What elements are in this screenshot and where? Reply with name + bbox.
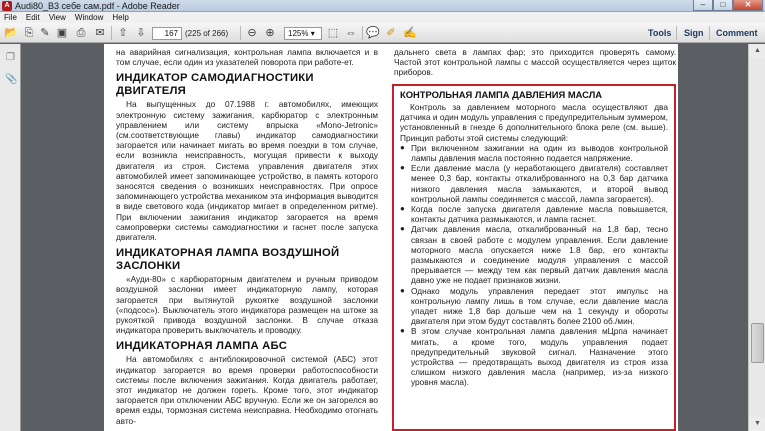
paragraph: На автомобилях с антиблокировочной системой (АБС) этот индикатор загорается во время проверки работоспособности системы после включения зажигания. Когда двигатель работает, этот индикатор не должен гореть. Кроме того, этот индикатор загорается при отключении АБС вручную. Если же он загорелся во время езды, тормозная система неисправна. Необходимо отогнать авто- xyxy=(116,354,378,426)
tools-pane-button[interactable]: Tools xyxy=(648,28,672,38)
menu-bar xyxy=(0,12,765,23)
zoom-in-icon[interactable]: ⊕ xyxy=(265,27,275,39)
adobe-reader-icon: A xyxy=(2,1,12,11)
paragraph: «Ауди-80» с карбюраторным двигателем и ручным приводом воздушной заслонки имеет индикаторную лампу, которая загорается при вытянутой рукоятке воздушной заслонки («подсос»). Выключатель этого индикатора размещен на штоке за рукояткой привода воздушной заслонки. В случае отказа индикатора проверить выключатель и проводку. xyxy=(116,274,378,336)
comment-bubble-icon[interactable]: 💬 xyxy=(366,27,380,39)
page-number-input[interactable]: 167 xyxy=(152,27,182,40)
attachment-icon[interactable]: 📎 xyxy=(5,74,18,85)
title-bar xyxy=(0,0,765,12)
section-heading: КОНТРОЛЬНАЯ ЛАМПА ДАВЛЕНИЯ МАСЛА xyxy=(400,89,603,100)
navigation-pane xyxy=(0,44,21,431)
bullet-list xyxy=(400,143,668,388)
toolbar-separator xyxy=(676,26,677,40)
list-item: ● Если давление масла (у неработающего двигателя) составляет менее 0,3 бар, контакты откалиброванного на 0,3 бар датчика низкого давления масла замыкаются, и второй вывод контрольной лампы соединяется с массой, лампа загорается). xyxy=(400,163,668,204)
right-column-top xyxy=(394,47,676,78)
email-icon[interactable]: ✉ xyxy=(95,27,105,39)
window-title: Audi80_B3 себе сам.pdf - Adobe Reader xyxy=(15,1,180,11)
page-count: (225 of 266) xyxy=(185,29,229,38)
paragraph: На выпущенных до 07.1988 г. автомобилях, имеющих электронную систему зажигания, карбюратор с электронным управлением или систему впрыска «Mono-Jetronic» (см.соответствующие главы) индикатор самодиагностики загорается или начинает мигать во время поездки в том случае, если возникла неисправность, могущая привести к выходу двигателя из строя. Система управления двигателя этих автомобилей имеет запоминающее устройство, в память которого заносятся сведения о возникших неисправностях. При опросе запоминающего устройства механиком эта информация выводится в виде светового кода (индикатор мигает в определенном ритме). При включении зажигания индикатор загорается на время самопроверки системы самодиагностики и гаснет после запуска двигателя. xyxy=(116,99,378,243)
scroll-thumb[interactable] xyxy=(751,323,764,363)
menu-window[interactable]: Window xyxy=(74,13,104,22)
open-file-icon[interactable]: 📂 xyxy=(4,27,18,39)
section-heading: ИНДИКАТОРНАЯ ЛАМПА АБС xyxy=(116,340,288,353)
menu-view[interactable]: View xyxy=(48,13,66,22)
fit-width-icon[interactable]: ⇔ xyxy=(345,27,357,39)
close-button[interactable]: ✕ xyxy=(733,0,763,11)
pages-icon[interactable]: ❐ xyxy=(6,52,15,63)
menu-edit[interactable]: Edit xyxy=(25,13,40,22)
toolbar-separator xyxy=(709,26,710,40)
paragraph: на аварийная сигнализация, контрольная лампа включается и в том случае, если один из указателей поворота при работе-ет. xyxy=(116,47,378,68)
sign-pane-button[interactable]: Sign xyxy=(684,28,704,38)
toolbar xyxy=(0,23,765,43)
save-icon[interactable]: ▣ xyxy=(56,27,68,39)
list-item: ● Датчик давления масла, откалиброванный на 1,8 бар, тесно связан в своей работе с модулем управления. Если давление моторного масла опускается ниже 1.8 бар, его контакты размыкаются и соединение модуля управления с массой прерывается — между тем как первый датчик давления масла давно уже не подает признаков жизни. xyxy=(400,224,668,285)
fill-sign-icon[interactable]: ✍ xyxy=(403,27,417,39)
zoom-value: 125% xyxy=(288,29,309,38)
section-heading: ИНДИКАТОРНАЯ ЛАМПА ВОЗДУШНОЙ ЗАСЛОНКИ xyxy=(116,247,340,273)
next-page-icon[interactable]: ⇩ xyxy=(136,27,146,39)
highlighted-section xyxy=(392,84,676,431)
highlight-icon[interactable]: ✐ xyxy=(386,27,396,39)
left-column xyxy=(116,47,378,426)
comment-pane-button[interactable]: Comment xyxy=(716,28,758,38)
list-item: ● В этом случае контрольная лампа давления мЦрпа начинает мигать, а кроме того, модуль управления подает предупредительный звуковой сигнал. Назначение этого устройства — предотвращать выход двигателя из строя изза слишком низкого давления масла (например, из-за низкого уровня масла). xyxy=(400,326,668,387)
paragraph: Контроль за давлением моторного масла осуществляют два датчика и один модуль управления с предупредительным зуммером, установленный в гнезде 6 дополнительного блока реле (см. выше). Принцип работы этой системы следующий: xyxy=(400,102,668,143)
list-item: ● При включенном зажигании на один из выводов контрольной лампы давления масла постоянно подается напряжение. xyxy=(400,143,668,163)
vertical-scrollbar[interactable] xyxy=(748,44,765,431)
create-pdf-icon[interactable]: ⎘ xyxy=(24,27,34,39)
zoom-out-icon[interactable]: ⊖ xyxy=(247,27,257,39)
toolbar-separator xyxy=(111,26,112,40)
section-heading: ИНДИКАТОР САМОДИАГНОСТИКИ ДВИГАТЕЛЯ xyxy=(116,72,314,98)
list-item: ● Однако модуль управления передает этот импульс на контрольную лампу лишь в том случае, если давление масла упадет ниже 1,8 бар дольше чем на 1 секунду и обороты двигателя при этом будут составлять более 2100 об./мин. xyxy=(400,286,668,327)
toolbar-separator xyxy=(362,26,363,40)
chevron-down-icon: ▾ xyxy=(310,29,315,38)
previous-page-icon[interactable]: ⇧ xyxy=(118,27,128,39)
list-item: ● Когда после запуска двигателя давление масла повышается, контакты датчика размыкаются, и лампа гаснет. xyxy=(400,204,668,224)
fit-page-icon[interactable]: ⬚ xyxy=(327,27,339,39)
zoom-select[interactable] xyxy=(284,27,322,40)
maximize-button[interactable]: □ xyxy=(713,0,733,11)
toolbar-separator xyxy=(240,26,241,40)
paragraph: дальнего света в лампах фар; это приходится проверять самому. Частой этот контрольной лампы с массой осуществляется через щиток приборов. xyxy=(394,47,676,78)
scroll-up-icon[interactable]: ▲ xyxy=(749,44,765,58)
window-controls xyxy=(693,0,763,11)
pdf-page xyxy=(104,44,678,431)
minimize-button[interactable]: – xyxy=(693,0,713,11)
edit-icon[interactable]: ✎ xyxy=(40,27,50,39)
scroll-down-icon[interactable]: ▼ xyxy=(749,417,765,431)
menu-help[interactable]: Help xyxy=(112,13,129,22)
menu-file[interactable]: File xyxy=(4,13,17,22)
document-viewport[interactable] xyxy=(22,44,748,431)
print-icon[interactable]: ⎙ xyxy=(76,27,86,39)
